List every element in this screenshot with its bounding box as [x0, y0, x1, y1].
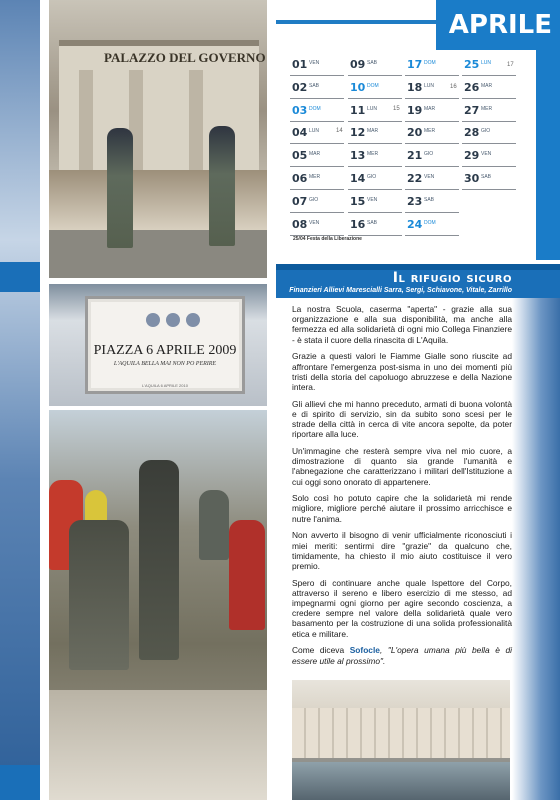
weekday-label: DOM: [309, 105, 321, 112]
weekday-label: VEN: [309, 219, 320, 226]
day-number: 24: [407, 217, 423, 231]
weekday-label: MAR: [367, 128, 379, 135]
article-paragraph: Spero di continuare anche quale Ispettore del Corpo, attraverso il sereno e libero esercizio di me stesso, ad impegnarmi ogni giorno per agire secondo coscienza, a credere sempre nel valore della solidarietà quale vero basamento per la costruzione di una solida professionalità etica e militare.: [292, 577, 512, 639]
calendar-day: [462, 103, 516, 122]
article-quote: [292, 645, 512, 665]
left-band-bottom: [0, 765, 40, 800]
day-number: 23: [407, 194, 423, 208]
weekday-label: MER: [367, 151, 379, 158]
day-number: 01: [292, 58, 308, 71]
day-number: 29: [464, 149, 480, 163]
day-number: 27: [464, 103, 480, 117]
day-number: 07: [292, 194, 308, 208]
guard-figure: [107, 128, 133, 248]
article-paragraph: Non avverto il bisogno di venir ufficialmente riconosciuti i miei meriti: sentirmi dire "grazie" da qualcuno che, timidamente, ha chiesto il mio aiuto costituisce il vero premio.: [292, 530, 512, 571]
day-number: 13: [350, 149, 366, 163]
day-number: 08: [292, 217, 308, 231]
weekday-label: VEN: [481, 151, 492, 158]
rescuer-figure: [69, 520, 129, 670]
calendar-day: [290, 80, 344, 99]
emblem-icon: [146, 313, 160, 327]
quote-text: , "L'opera umana più bella è di essere utile al prossimo".: [292, 645, 513, 666]
calendar-day: [348, 171, 402, 190]
calendar-day: [405, 103, 459, 122]
weekday-label: GIO: [481, 128, 491, 135]
calendar-day: [290, 171, 344, 190]
rescuer-figure: [229, 520, 265, 630]
emblem-icon: [186, 313, 200, 327]
weekday-label: LUN: [424, 82, 435, 89]
weekday-label: LUN: [481, 60, 492, 66]
weekday-label: SAB: [309, 82, 320, 89]
calendar-day: [348, 148, 402, 167]
weekday-label: SAB: [367, 60, 378, 66]
plaque-emblems: [143, 313, 203, 329]
day-number: 18: [407, 80, 423, 94]
fountain-water: [292, 762, 510, 800]
article-authors: Finanzieri Allievi Marescialli Sarra, Sergi, Schiavone, Vitale, Zarrillo: [289, 287, 512, 294]
calendar-holiday-note: 25/04 Festa della Liberazione: [293, 236, 362, 242]
day-number: 16: [350, 217, 366, 231]
pillar: [189, 70, 203, 180]
day-number: 02: [292, 80, 308, 94]
day-number: 03: [292, 103, 308, 117]
weekday-label: MAR: [424, 105, 436, 112]
calendar-accent-bar: [536, 50, 560, 260]
plaque-subtitle: L'AQUILA BELLA MAI NON PO PERIRE: [113, 361, 217, 367]
day-number: 28: [464, 126, 480, 140]
photo-plaque: [49, 284, 267, 406]
calendar-day: [290, 103, 344, 122]
article-paragraph: Solo così ho potuto capire che la solidarietà mi rende migliore, migliore perché aiutare il prossimo arricchisce e nutre l'anima.: [292, 493, 512, 524]
day-number: 25: [464, 58, 480, 71]
calendar-day: [348, 125, 402, 144]
weekday-label: SAB: [367, 219, 378, 226]
weekday-label: GIO: [309, 196, 319, 203]
photo-rescue-workers: [49, 410, 267, 800]
day-number: 17: [407, 58, 423, 71]
weekday-label: GIO: [367, 174, 377, 180]
weekday-label: GIO: [424, 151, 434, 158]
day-number: 22: [407, 172, 423, 185]
weekday-label: LUN: [309, 128, 320, 135]
palazzo-sign: PALAZZO DEL GOVERNO: [104, 50, 266, 65]
photo-palazzo-ruins: [49, 0, 267, 278]
calendar-day: [405, 194, 459, 213]
plaque-date: L'AQUILA 6 APRILE 2010: [142, 383, 188, 388]
weekday-label: DOM: [367, 82, 379, 89]
weekday-label: DOM: [424, 60, 436, 66]
weekday-label: MER: [424, 128, 436, 135]
calendar-day: [405, 57, 459, 76]
weekday-label: MAR: [481, 82, 493, 89]
day-number: 21: [407, 149, 423, 163]
calendar-day: [405, 125, 459, 144]
pillar: [79, 70, 93, 180]
calendar-day: [462, 80, 516, 99]
weekday-label: DOM: [424, 219, 436, 226]
photo-fountain: [292, 680, 510, 800]
right-decorative-gradient: [512, 298, 560, 800]
week-number: 17: [507, 62, 514, 68]
calendar-day: [290, 57, 344, 76]
day-number: 09: [350, 58, 366, 71]
calendar-day: [348, 217, 402, 236]
plaque-title: PIAZZA 6 APRILE 2009: [93, 343, 237, 358]
calendar-day: [462, 171, 516, 190]
weekday-label: MER: [309, 174, 321, 180]
day-number: 19: [407, 103, 423, 117]
calendar-day: [290, 217, 344, 236]
commemorative-plaque: [85, 296, 245, 394]
emblem-icon: [166, 313, 180, 327]
day-number: 12: [350, 126, 366, 140]
day-number: 14: [350, 172, 366, 185]
weekday-label: VEN: [309, 60, 320, 66]
article-title: Il rifugio sicuro: [392, 270, 512, 286]
calendar-day: [348, 80, 402, 99]
day-number: 15: [350, 194, 366, 208]
day-number: 20: [407, 126, 423, 140]
day-number: 10: [350, 80, 366, 94]
day-number: 04: [292, 126, 308, 140]
calendar-day: [405, 148, 459, 167]
day-number: 26: [464, 80, 480, 94]
fountain-wall: [292, 708, 510, 758]
week-number: 15: [393, 106, 400, 112]
article-paragraph: La nostra Scuola, caserma "aperta" - grazie alla sua organizzazione e alla sua disponibilità, ma anche alla fermezza ed alla solidarietà di ogni mio Collega Finanziere - è stata il cuore della rinascita di L'Aquila.: [292, 304, 512, 345]
calendar-day: [290, 194, 344, 213]
article-paragraph: Un'immagine che resterà sempre viva nel mio cuore, a dimostrazione di quanto sia grande l'umanità e l'abnegazione che caratterizzano i militari dell'Istituzione a cui oggi sono onorato di appartenere.: [292, 445, 512, 487]
calendar-day: [462, 125, 516, 144]
weekday-label: LUN: [367, 105, 378, 112]
day-number: 05: [292, 149, 308, 163]
quote-intro: Come diceva: [292, 645, 350, 656]
month-title: APRILE: [436, 0, 560, 50]
rescuer-figure: [139, 460, 179, 660]
calendar-day: [462, 148, 516, 167]
article-paragraph: Grazie a questi valori le Fiamme Gialle sono riuscite ad affrontare l'emergenza post-sisma in uno dei momenti più tristi della storia del capoluogo abruzzese e della Nazione intera.: [292, 351, 512, 392]
calendar-day: [348, 57, 402, 76]
day-number: 30: [464, 172, 480, 185]
week-number: 14: [336, 128, 343, 134]
calendar-day: [290, 148, 344, 167]
left-decorative-bar: [0, 0, 40, 800]
article-paragraph: Gli allievi che mi hanno preceduto, armati di buona volontà e di spirito di servizio, sin da subito sono scesi per le strade della città in cerca di vite ancora sepolte, da poter riportare alla luce.: [292, 398, 512, 440]
day-number: 11: [350, 103, 366, 117]
rubble-ground: [49, 690, 267, 800]
weekday-label: MER: [481, 105, 493, 112]
week-number: 16: [450, 84, 457, 90]
calendar-day: [405, 171, 459, 190]
calendar-day: [405, 217, 459, 236]
quote-author: Sofocle: [349, 645, 380, 656]
calendar-day: [348, 194, 402, 213]
left-band-top: [0, 262, 40, 292]
weekday-label: SAB: [481, 174, 492, 180]
weekday-label: VEN: [367, 196, 378, 203]
weekday-label: MAR: [309, 151, 321, 158]
guard-figure: [209, 126, 235, 246]
article-text: [292, 304, 512, 672]
weekday-label: SAB: [424, 196, 435, 203]
rescuer-figure: [199, 490, 229, 560]
day-number: 06: [292, 172, 308, 185]
weekday-label: VEN: [424, 174, 435, 180]
